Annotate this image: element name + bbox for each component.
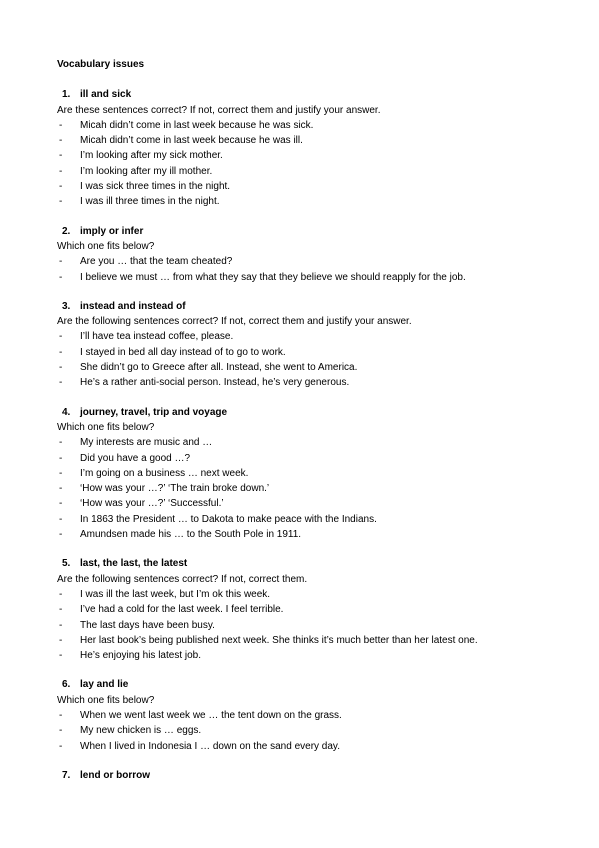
list-item — [57, 435, 557, 450]
section-title: last, the last, the latest — [80, 558, 188, 570]
section-4 — [57, 405, 557, 543]
section-heading — [57, 299, 557, 314]
list-item — [57, 648, 557, 663]
bullet-dash: - — [59, 634, 63, 646]
sentence-list — [57, 118, 557, 210]
bullet-dash: - — [59, 604, 63, 616]
bullet-dash: - — [59, 452, 63, 464]
list-item-text: My new chicken is … eggs. — [80, 725, 202, 737]
list-item-text: I stayed in bed all day instead of to go to work. — [80, 346, 286, 358]
sentence-list — [57, 435, 557, 542]
list-item-text: He’s a rather anti-social person. Instead, he’s very generous. — [80, 377, 350, 389]
list-item-text: When I lived in Indonesia I … down on the sand every day. — [80, 740, 340, 752]
section-title: journey, travel, trip and voyage — [80, 406, 228, 418]
document-title: Vocabulary issues — [57, 59, 145, 70]
bullet-dash: - — [59, 196, 63, 208]
bullet-dash: - — [59, 588, 63, 600]
section-heading — [57, 224, 557, 239]
list-item — [57, 179, 557, 194]
list-item-text: ‘How was your …?’ ‘Successful.’ — [80, 498, 224, 510]
list-item-text: Did you have a good …? — [80, 452, 191, 464]
list-item — [57, 451, 557, 466]
section-instruction: Are the following sentences correct? If not, correct them and justify your answer. — [57, 316, 412, 328]
list-item — [57, 345, 557, 360]
list-item — [57, 527, 557, 542]
bullet-dash: - — [59, 331, 63, 343]
list-item-text: My interests are music and … — [80, 437, 213, 449]
section-number: 4. — [62, 406, 71, 418]
list-item-text: I believe we must … from what they say that they believe we should reapply for the job. — [80, 271, 466, 283]
section-title: ill and sick — [80, 89, 132, 101]
section-instruction: Which one fits below? — [57, 240, 155, 252]
list-item — [57, 164, 557, 179]
section-heading — [57, 677, 557, 692]
section-number: 2. — [62, 225, 71, 237]
list-item — [57, 329, 557, 344]
list-item-text: I was sick three times in the night. — [80, 181, 231, 193]
list-item — [57, 587, 557, 602]
list-item-text: I’ve had a cold for the last week. I feel terrible. — [80, 604, 284, 616]
section-instruction: Are the following sentences correct? If not, correct them. — [57, 573, 308, 585]
list-item — [57, 512, 557, 527]
list-item-text: Her last book’s being published next week. She thinks it’s much better than her latest one. — [80, 634, 478, 646]
section-instruction: Are these sentences correct? If not, correct them and justify your answer. — [57, 104, 381, 116]
list-item-text: I’m looking after my sick mother. — [80, 150, 223, 162]
list-item-text: I’m looking after my ill mother. — [80, 165, 213, 177]
sentence-list — [57, 254, 557, 285]
sentence-list — [57, 587, 557, 663]
section-title: lay and lie — [80, 679, 129, 691]
bullet-dash: - — [59, 437, 63, 449]
section-5 — [57, 556, 557, 663]
bullet-dash: - — [59, 740, 63, 752]
bullet-dash: - — [59, 362, 63, 374]
list-item — [57, 466, 557, 481]
section-heading — [57, 556, 557, 571]
list-item-text: I’ll have tea instead coffee, please. — [80, 331, 234, 343]
list-item — [57, 618, 557, 633]
list-item — [57, 602, 557, 617]
section-2 — [57, 224, 557, 285]
section-number: 5. — [62, 558, 71, 570]
list-item-text: When we went last week we … the tent down on the grass. — [80, 709, 342, 721]
bullet-dash: - — [59, 346, 63, 358]
bullet-dash: - — [59, 165, 63, 177]
list-item — [57, 481, 557, 496]
section-1 — [57, 87, 557, 209]
bullet-dash: - — [59, 377, 63, 389]
bullet-dash: - — [59, 498, 63, 510]
sentence-list — [57, 329, 557, 390]
list-item-text: I was ill three times in the night. — [80, 196, 220, 208]
list-item-text: I’m going on a business … next week. — [80, 467, 249, 479]
list-item-text: Micah didn’t come in last week because he was sick. — [80, 119, 314, 131]
list-item — [57, 194, 557, 209]
list-item — [57, 360, 557, 375]
list-item-text: In 1863 the President … to Dakota to make peace with the Indians. — [80, 513, 377, 525]
section-number: 6. — [62, 679, 71, 691]
section-7 — [57, 768, 557, 783]
list-item — [57, 270, 557, 285]
section-heading — [57, 768, 557, 783]
section-6 — [57, 677, 557, 753]
document-page — [57, 57, 557, 797]
section-instruction: Which one fits below? — [57, 421, 155, 433]
bullet-dash: - — [59, 256, 63, 268]
list-item-text: Amundsen made his … to the South Pole in 1911. — [80, 529, 302, 541]
section-heading — [57, 405, 557, 420]
bullet-dash: - — [59, 271, 63, 283]
bullet-dash: - — [59, 181, 63, 193]
list-item — [57, 723, 557, 738]
list-item-text: The last days have been busy. — [80, 619, 215, 631]
list-item-text: Are you … that the team cheated? — [80, 256, 233, 268]
list-item — [57, 254, 557, 269]
bullet-dash: - — [59, 135, 63, 147]
bullet-dash: - — [59, 513, 63, 525]
list-item-text: ‘How was your …?’ ‘The train broke down.’ — [80, 483, 270, 495]
section-number: 7. — [62, 769, 71, 781]
list-item — [57, 708, 557, 723]
sentence-list — [57, 708, 557, 754]
list-item-text: Micah didn’t come in last week because he was ill. — [80, 135, 303, 147]
list-item-text: I was ill the last week, but I’m ok this week. — [80, 588, 271, 600]
section-instruction: Which one fits below? — [57, 694, 155, 706]
list-item — [57, 375, 557, 390]
section-heading — [57, 87, 557, 102]
list-item-text: He’s enjoying his latest job. — [80, 650, 201, 662]
bullet-dash: - — [59, 725, 63, 737]
bullet-dash: - — [59, 150, 63, 162]
section-number: 1. — [62, 89, 71, 101]
bullet-dash: - — [59, 483, 63, 495]
bullet-dash: - — [59, 709, 63, 721]
section-title: imply or infer — [80, 225, 144, 237]
bullet-dash: - — [59, 650, 63, 662]
list-item — [57, 118, 557, 133]
list-item — [57, 496, 557, 511]
list-item — [57, 148, 557, 163]
list-item — [57, 633, 557, 648]
bullet-dash: - — [59, 529, 63, 541]
section-title: instead and instead of — [80, 300, 186, 312]
list-item-text: She didn’t go to Greece after all. Instead, she went to America. — [80, 362, 358, 374]
list-item — [57, 133, 557, 148]
section-3 — [57, 299, 557, 391]
bullet-dash: - — [59, 467, 63, 479]
list-item — [57, 739, 557, 754]
bullet-dash: - — [59, 119, 63, 131]
bullet-dash: - — [59, 619, 63, 631]
section-number: 3. — [62, 300, 71, 312]
section-title: lend or borrow — [80, 769, 150, 781]
